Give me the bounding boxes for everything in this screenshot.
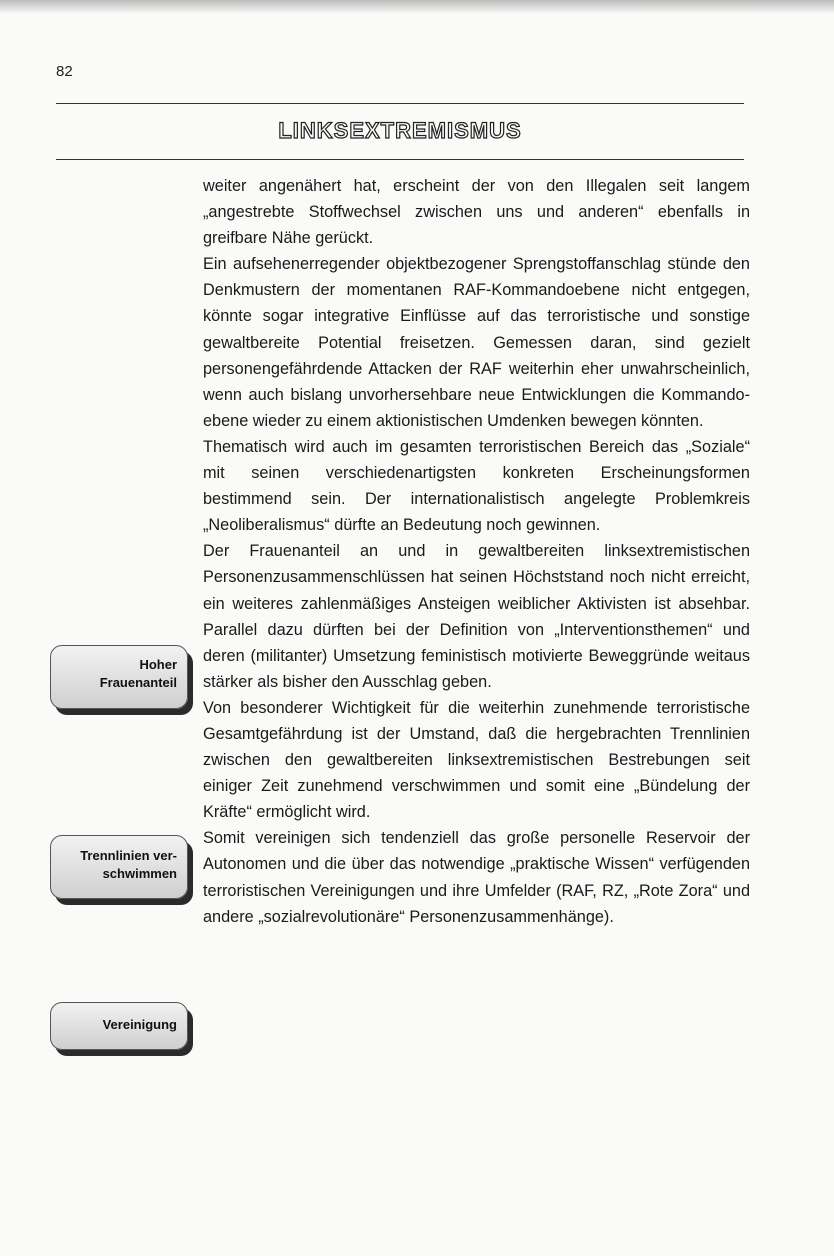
page-number: 82: [56, 63, 73, 80]
paragraph: weiter angenähert hat, erscheint der von den Illegalen seit langem „angestrebte Stoffwechsel zwischen uns und anderen“ ebenfalls in greifbare Nähe gerückt.: [203, 177, 750, 248]
paragraph: Somit vereinigen sich tendenziell das große personelle Reservoir der Autonomen und die über das notwendige „praktische Wissen“ verfügenden terroristischen Vereinigungen und ihre Umfelder (RAF, RZ, „Rote Zora“ und andere „sozialrevolutionäre“ Personenzusammenhänge).: [203, 829, 750, 926]
paragraph: Ein aufsehenerregender objektbezogener Sprengstoffanschlag stünde den Denkmustern der momentanen RAF-Kommandoebene nicht entgegen, könnte sogar integrative Einflüsse auf das terroristische und sonstige gewaltbereite Potential freisetzen. Gemessen daran, sind gezielt personengefährdende Attacken der RAF weiterhin eher unwahrscheinlich, wenn auch bislang unvorhersehbare neue Entwicklungen die Kommandoebene wieder zu einem aktionistischen Umdenken bewegen könnten.: [203, 255, 750, 430]
sidenote-vereinigung: Vereinigung: [50, 1002, 188, 1050]
header-rule-bottom: [56, 159, 744, 160]
scan-shadow: [0, 0, 834, 14]
paragraph: Von besonderer Wichtigkeit für die weiterhin zunehmende terroristische Gesamtgefährdung ist der Umstand, daß die hergebrachten Trennlinien zwischen den gewaltbereiten linksextremistischen Bestrebungen seit einiger Zeit zunehmend verschwimmen und somit eine „Bündelung der Kräfte“ ermöglicht wird.: [203, 698, 750, 822]
running-header: LINKSEXTREMISMUS: [278, 118, 522, 143]
sidenote-trennlinien: Trennlinien ver-schwimmen: [50, 835, 188, 899]
paragraph: Thematisch wird auch im gesamten terroristischen Bereich das „Soziale“ mit seinen verschiedenartigsten konkreten Erscheinungsformen bestimmend sein. Der internationalistisch angelegte Problemkreis „Neoliberalismus“ dürfte an Bedeutung noch gewinnen.: [203, 437, 750, 535]
paragraph: Der Frauenanteil an und in gewaltbereiten linksextremistischen Personenzusammenschlüssen hat seinen Höchststand noch nicht erreicht, ein weiteres zahlenmäßiges Ansteigen weiblicher Aktivisten ist absehbar. Parallel dazu dürften bei der Definition von „Interventionsthemen“ und deren (militanter) Umsetzung feministisch motivierte Beweggründe weitaus stärker als bisher den Ausschlag geben.: [203, 542, 750, 691]
header-rule-top: [56, 103, 744, 104]
sidenote-hoher-frauenanteil: Hoher Frauenanteil: [50, 645, 188, 709]
body-text: [203, 173, 750, 930]
